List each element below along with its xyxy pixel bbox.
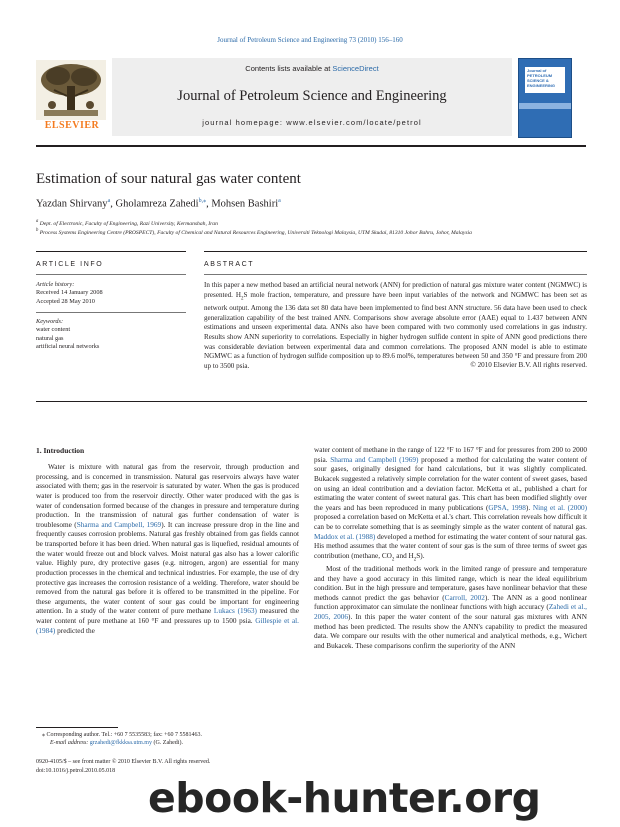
- article-info-rule: [36, 251, 186, 252]
- paragraph-text: and H: [394, 551, 414, 560]
- issn-line: 0920-4105/$ – see front matter © 2010 Elsevier B.V. All rights reserved.: [36, 759, 211, 765]
- article-info-subrule: [36, 274, 186, 275]
- keywords-rule: [36, 312, 186, 313]
- affiliation-mark: a: [36, 219, 39, 224]
- journal-reference[interactable]: Journal of Petroleum Science and Engineering 73 (2010) 156–160: [217, 36, 403, 44]
- article-info-heading: ARTICLE INFO: [36, 261, 104, 268]
- paragraph-text: measured the water content of pure methane at 160 °F and pressures up to 1500 psia.: [36, 607, 300, 625]
- keyword: natural gas: [36, 334, 64, 342]
- paragraph: [314, 565, 587, 652]
- footnote-rule: [36, 727, 118, 728]
- paragraph-text: ). It can increase pressure drop in the line and frequently causes corrosion problems. Natural gas freshly obtained from gas fields cannot be transported before it has been dried. When natural gas is liquefied, residual amounts of the water would freeze out and block valves. Moist natural gas also has a lower calorific value. Highly pure, dry protective gases (e.g. nitrogen, argon) are essential for many production processes in the chemical and technical industries. For example, the use of dry protective gas increases the corrosion resistance of a welding. Therefore, water should be removed from the natural gas before it is offered to be transmitted in the pipeline. For these arguments, the water content of sour gas could be important for engineering attention. In a study of the water content of pure methane: [36, 520, 299, 616]
- paragraph: [36, 463, 299, 636]
- footnote-text: Corresponding author. Tel.: +60 7 5535583; fax: +60 7 5581463.: [45, 732, 203, 738]
- paragraph: [314, 446, 587, 565]
- keywords: [36, 318, 186, 351]
- journal-homepage: [112, 118, 512, 127]
- journal-name: Journal of Petroleum Science and Engineering: [177, 88, 447, 104]
- affiliation-a: [36, 219, 596, 227]
- email-suffix: (G. Zahedi).: [151, 740, 183, 746]
- citation-link[interactable]: Carroll, 2002: [444, 593, 485, 602]
- affiliation-marker[interactable]: a: [278, 198, 281, 204]
- affiliation-marker[interactable]: a: [107, 198, 111, 204]
- elsevier-wordmark: ELSEVIER: [44, 120, 100, 131]
- abstract-rule: [204, 251, 587, 252]
- paragraph-text: proposed a correlation based on McKetta et al.'s chart. This correlation reveals how difficult it can be to correlate something that is as seemingly simple as the water content of natural gas.: [314, 513, 587, 531]
- author-list: [36, 197, 281, 210]
- footnote-contact: [42, 731, 302, 739]
- citation-link[interactable]: Sharma and Campbell, 1969: [76, 520, 162, 529]
- article-title: Estimation of sour natural gas water content: [36, 171, 301, 187]
- sciencedirect-link[interactable]: ScienceDirect: [332, 64, 379, 73]
- abstract-subrule: [204, 274, 587, 275]
- paragraph-text: Water is mixture with natural gas from the reservoir, through production and processing, and is concerned in transmission. Natural gas reservoirs always have water associated with them; gas in the reservoir is saturated by water. When the gas is produced water is produced too from the reservoir directly. Other water produced with the gas is water of condensation formed because of the changes in pressure and temperature during production. In the transmission of natural gas further condensation of water is troublesome (: [36, 463, 299, 529]
- affiliation-marker[interactable]: b,⁎: [198, 198, 207, 204]
- paragraph-text: ). The ANN as a good nonlinear function approximator can simulate the nonlinear functions with high accuracy (: [314, 593, 587, 612]
- paragraph-text: ).: [525, 503, 533, 512]
- abstract-copyright: © 2010 Elsevier B.V. All rights reserved.: [470, 361, 587, 369]
- body-column-left: [36, 463, 299, 636]
- paragraph-text: S).: [416, 551, 425, 560]
- paragraph-text: developed a method for estimating the water content of sour natural gas. His method assumes that the water content of sour gas is the sum of three terms of sweet gas contribution (methane, CO: [314, 532, 587, 560]
- keywords-label: Keywords:: [36, 318, 64, 325]
- homepage-label: journal homepage:: [202, 118, 287, 127]
- paragraph-text: ). In this paper the water content of the sour natural gas mixtures with ANN method has been predicted. The results show the ANN's capability to predict the measured data. We compare our results with the other numerical and analytical methods, e.g., Wichert and Bukacek. These comparisons confirm the superiority of the ANN: [314, 613, 588, 650]
- received-date: Received 14 January 2008: [36, 289, 103, 297]
- journal-cover-thumbnail: [518, 58, 572, 138]
- abstract-heading: ABSTRACT: [204, 261, 255, 268]
- paragraph-text: predicted the: [55, 626, 95, 635]
- watermark-text: ebook-hunter.org: [148, 774, 541, 822]
- affiliation-b: [36, 228, 596, 236]
- subscript: 2: [241, 296, 244, 302]
- abstract-text-part: In this paper a new method based an artificial neural network (ANN) for prediction of natural gas mixture water content (NGMWC) is presented. H: [204, 281, 587, 299]
- front-matter: [36, 758, 210, 775]
- footnote-email: [42, 739, 302, 747]
- author-name: Gholamreza Zahedi: [115, 198, 199, 210]
- author-name: Mohsen Bashiri: [211, 198, 279, 210]
- cover-title: Journal of PETROLEUM SCIENCE & ENGINEERING: [527, 68, 556, 88]
- abstract-bottom-rule: [36, 401, 587, 402]
- paragraph-text: proposed a method for calculating the water content of sour gases, originally designed for hand calculations, but it was slightly complicated. Bukacek suggested a relatively simple correlation for the water content of sweet gases, based on using an ideal contribution and a deviation factor. McKetta et al., published a chart for estimating the water content of sweet natural gas. This chart has been modified slightly over the years and has been reproduced in many publications (: [314, 455, 587, 512]
- email-link[interactable]: grzahedi@fkkksa.utm.my: [89, 740, 152, 746]
- author-separator: ,: [110, 198, 116, 210]
- cover-stripe: [519, 103, 571, 109]
- section-heading: 1. Introduction: [36, 446, 85, 455]
- email-label: E-mail address:: [50, 740, 90, 746]
- subscript: 2: [391, 557, 395, 563]
- abstract-text-part: S mole fraction, temperature, and pressure have been input variables of the network and NGMWC has been set as network output. Among the 136 data set 80 data have been implemented to find best ANN structure. 56 data have been used to check generalization capability of the best trained ANN. Comparisons show average absolute error (AAE) equal to 1.437 between ANN estimations and unseen experimental data. ANNs also have been compared with two commonly used correlations in gas industry. Results show ANN superiority to correlations. Especially in higher hydrogen sulfide content in spite of ANN good predictions there was considerable deviation between experimental data and common correlations. The proposed ANN model is able to estimate NGMWC as a function of hydrogen sulfide composition up to 89.6 mol%, temperatures between 50 and 350 °F and pressure from 200 up to 3500 psia.: [204, 290, 587, 371]
- citation-link[interactable]: Lukacs (1963): [213, 607, 257, 616]
- citation-link[interactable]: Ning et al. (2000): [532, 503, 587, 512]
- paragraph-text: water content of methane in the range of 122 °F to 167 °F and for pressures from 200 to 2000 psia.: [314, 446, 587, 464]
- affiliation-text: Process Systems Engineering Centre (PROSPECT), Faculty of Chemical and Natural Resources Engineering, Universiti Teknologi Malaysia, UTM Skudai, 81310 Johor Bahru, Johor, Malaysia: [38, 229, 472, 236]
- homepage-link[interactable]: www.elsevier.com/locate/petrol: [286, 118, 422, 127]
- citation-link[interactable]: GPSA, 1998: [488, 503, 526, 512]
- corresponding-author-footnote: [42, 731, 302, 747]
- abstract-body: [204, 281, 587, 372]
- history-label: Article history:: [36, 281, 75, 288]
- article-history: [36, 281, 186, 306]
- contents-prefix: Contents lists available at: [245, 64, 333, 73]
- accepted-date: Accepted 28 May 2010: [36, 297, 95, 305]
- masthead-title-panel: [112, 58, 512, 136]
- keyword: water content: [36, 326, 71, 334]
- affiliation-text: Dept. of Electronic, Faculty of Engineering, Razi University, Kermanshah, Iran: [38, 220, 218, 227]
- citation-link[interactable]: Sharma and Campbell (1969): [330, 455, 419, 464]
- author-separator: ,: [206, 198, 212, 210]
- keyword: artificial neural networks: [36, 342, 100, 350]
- citation-link[interactable]: Maddox et al. (1988): [314, 532, 376, 541]
- doi-line[interactable]: doi:10.1016/j.petrol.2010.05.018: [36, 767, 116, 774]
- journal-masthead: [36, 58, 586, 138]
- header-divider: [36, 145, 586, 147]
- paragraph-text: Most of the traditional methods work in the limited range of pressure and temperature and they have a good accuracy in this limited range, which is near the ideal equilibrium condition. But in the high pressure and temperature, gases have nonlinear behavior that these methods cannot predict the gas behavior (: [314, 564, 587, 602]
- affiliation-mark: b: [36, 228, 39, 233]
- body-column-right: [314, 446, 587, 652]
- subscript: 2: [413, 557, 417, 563]
- citation-link[interactable]: Gillespie et al. (1984): [36, 617, 299, 635]
- author-name: Yazdan Shirvany: [36, 198, 108, 210]
- contents-line: [112, 64, 512, 73]
- footnote-mark: ⁎: [42, 732, 45, 738]
- citation-link[interactable]: Zahedi et al., 2005, 2006: [314, 603, 587, 622]
